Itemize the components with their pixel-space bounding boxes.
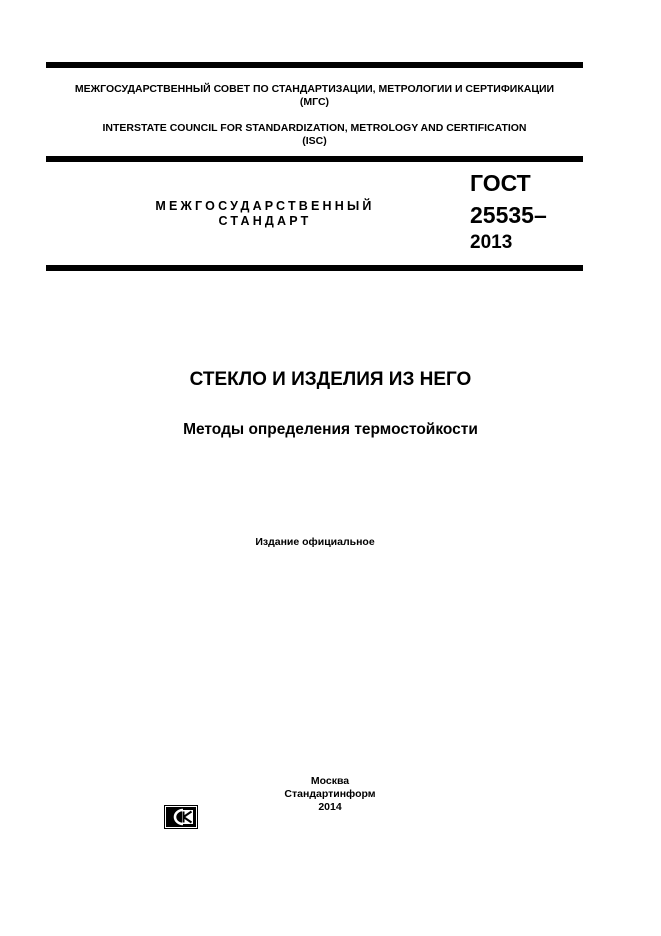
publisher-year: 2014 — [318, 801, 342, 813]
standard-kind — [120, 199, 410, 229]
publisher-city: Москва — [310, 775, 350, 787]
publisher-name: Стандартинформ — [284, 788, 376, 800]
middle-rule — [46, 156, 583, 162]
council-en-name: INTERSTATE COUNCIL FOR STANDARDIZATION, METROLOGY AND CERTIFICATION — [102, 122, 527, 134]
document-subtitle: Методы определения термостойкости — [183, 421, 478, 438]
gost-designation — [470, 172, 547, 252]
publisher-block — [230, 775, 430, 814]
standard-kind-line2: СТАНДАРТ — [218, 214, 312, 228]
gost-year: 2013 — [470, 232, 513, 253]
gost-label: ГОСТ — [470, 170, 531, 196]
standartinform-logo-icon — [164, 805, 198, 829]
edition-label: Издание официальное — [255, 536, 375, 548]
council-ru-name: МЕЖГОСУДАРСТВЕННЫЙ СОВЕТ ПО СТАНДАРТИЗАЦИИ, МЕТРОЛОГИИ И СЕРТИФИКАЦИИ — [74, 83, 555, 95]
council-ru-abbr: (МГС) — [299, 96, 330, 108]
council-en-abbr: (ISC) — [302, 135, 327, 147]
standard-kind-line1: МЕЖГОСУДАРСТВЕННЫЙ — [155, 199, 375, 213]
bottom-rule — [46, 265, 583, 271]
document-title: СТЕКЛО И ИЗДЕЛИЯ ИЗ НЕГО — [189, 369, 472, 390]
council-en-block — [46, 122, 583, 148]
top-rule — [46, 62, 583, 68]
council-ru-block — [46, 83, 583, 109]
gost-number: 25535– — [470, 202, 547, 228]
